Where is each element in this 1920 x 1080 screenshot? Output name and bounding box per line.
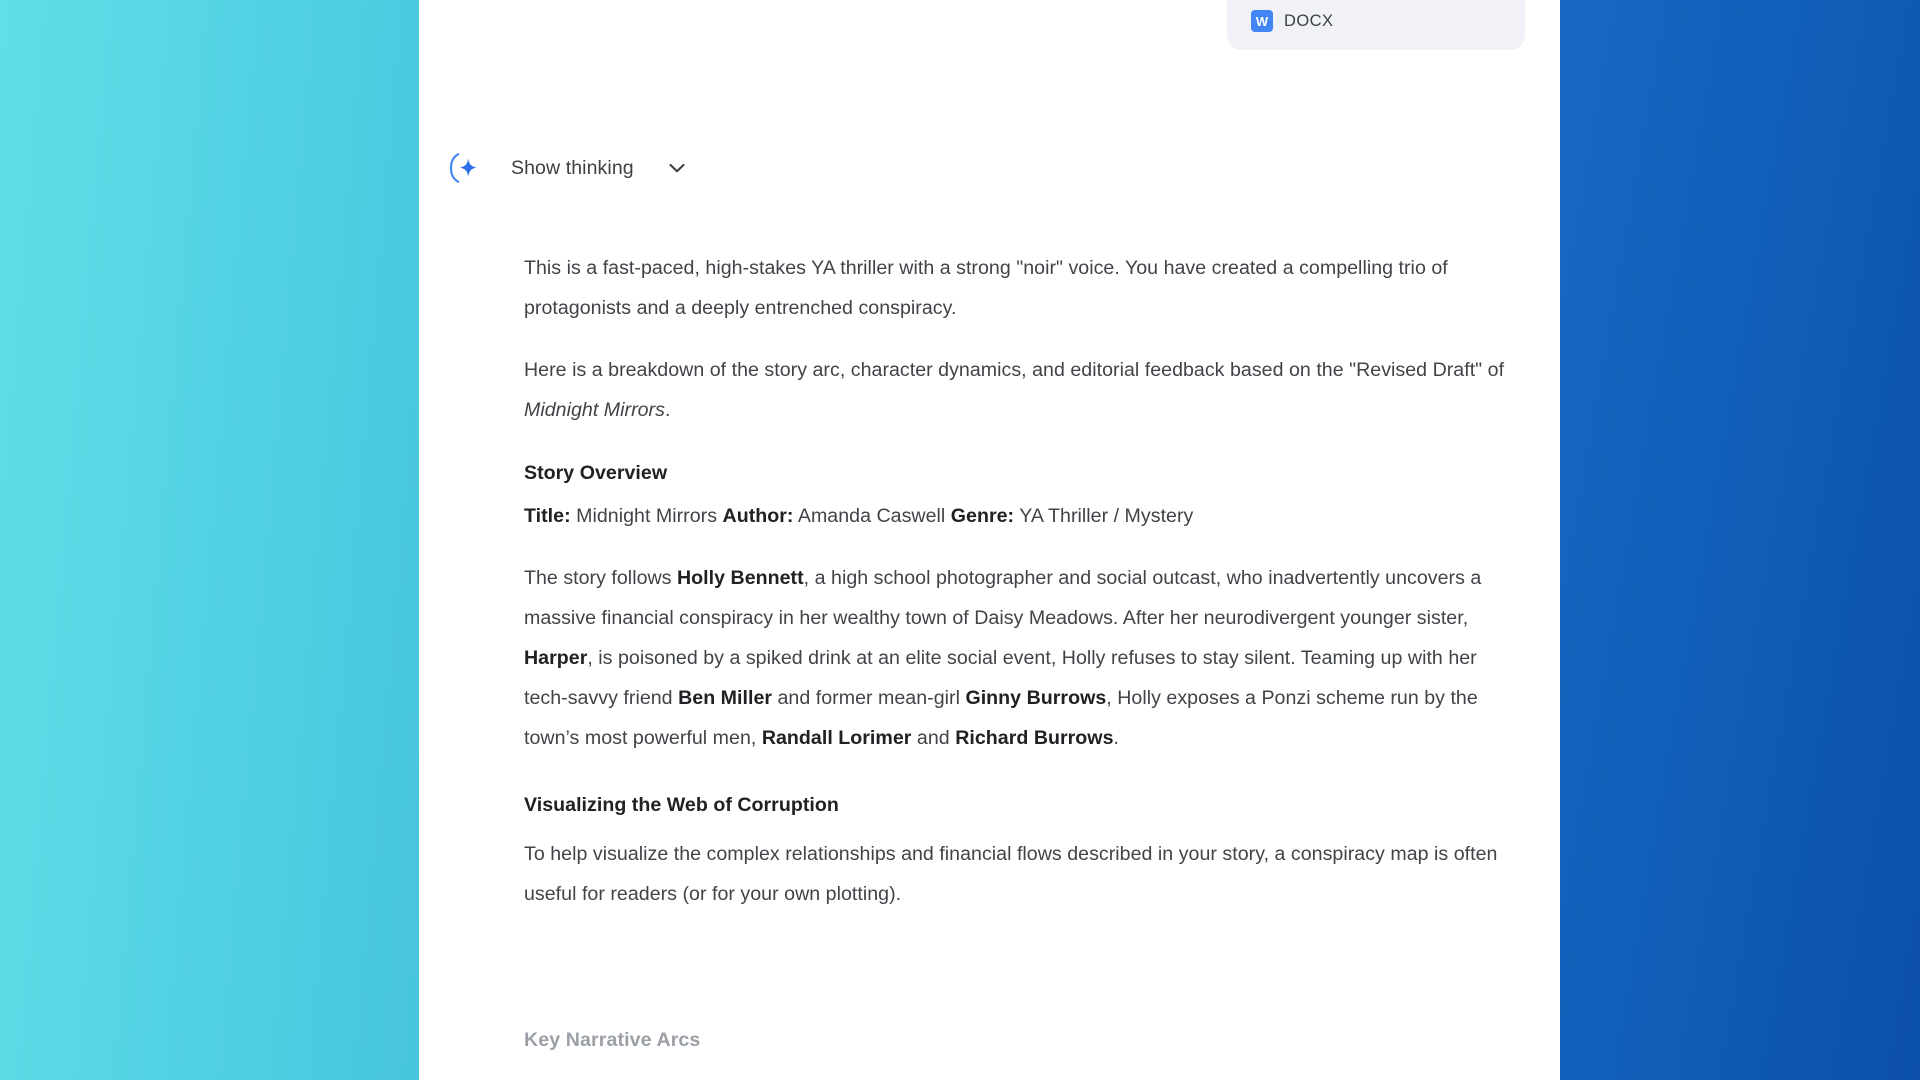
intro-p2-tail: .	[664, 399, 671, 421]
character-ben-miller: Ben Miller	[678, 687, 773, 709]
character-ginny-burrows: Ginny Burrows	[965, 687, 1107, 709]
summary-seg-6: and	[911, 727, 956, 749]
intro-paragraph-2	[524, 350, 1519, 430]
summary-seg-2: , a high school photographer and social outcast, who inadvertently uncovers a massive financial conspiracy in her wealthy town of Daisy Meadows. After her neurodivergent younger sister,	[524, 567, 1482, 629]
genre-label: Genre:	[950, 505, 1015, 527]
character-harper: Harper	[524, 647, 588, 669]
story-summary-paragraph	[524, 558, 1519, 758]
file-attachment-card[interactable]	[1227, 0, 1525, 50]
book-title-italic: Midnight Mirrors	[524, 399, 665, 421]
gemini-sparkle-icon	[443, 148, 483, 188]
author-label: Author:	[722, 505, 794, 527]
heading-story-overview: Story Overview	[524, 462, 668, 484]
backdrop-left-pane	[0, 0, 419, 1080]
word-document-icon: W	[1251, 10, 1273, 32]
backdrop-right-pane	[1560, 0, 1920, 1080]
author-value: Amanda Caswell	[793, 505, 951, 527]
summary-seg-4: and former mean-girl	[772, 687, 966, 709]
show-thinking-toggle[interactable]	[443, 148, 688, 188]
show-thinking-label: Show thinking	[511, 156, 634, 179]
story-metadata-line	[524, 496, 1519, 536]
title-value: Midnight Mirrors	[570, 505, 723, 527]
intro-paragraph-1-text: This is a fast-paced, high-stakes YA thriller with a strong "noir" voice. You have created a compelling trio of protagonists and a deeply entrenched conspiracy.	[524, 257, 1448, 319]
attachment-row	[1227, 0, 1525, 50]
character-randall-lorimer: Randall Lorimer	[761, 727, 912, 749]
summary-seg-1: The story follows	[524, 567, 677, 589]
intro-paragraph-1	[524, 248, 1519, 328]
heading-visualizing-web-of-corruption: Visualizing the Web of Corruption	[524, 794, 839, 816]
summary-seg-3: , is poisoned by a spiked drink at an elite social event, Holly refuses to stay silent. Teaming up with her tech-savvy friend	[524, 647, 1477, 709]
summary-seg-5: , Holly exposes a Ponzi scheme run by the town’s most powerful men,	[524, 687, 1478, 749]
assistant-answer-body	[524, 248, 1519, 936]
title-label: Title:	[524, 505, 571, 527]
character-richard-burrows: Richard Burrows	[955, 727, 1114, 749]
attachment-file-type: DOCX	[1284, 11, 1334, 30]
genre-value: YA Thriller / Mystery	[1014, 505, 1194, 527]
character-holly-bennett: Holly Bennett	[677, 567, 804, 589]
heading-key-narrative-arcs: Key Narrative Arcs	[524, 1029, 701, 1051]
attachment-meta	[1251, 10, 1499, 32]
visualizing-paragraph: To help visualize the complex relationships and financial flows described in your story, a conspiracy map is often useful for readers (or for your own plotting).	[524, 843, 1498, 905]
intro-p2-lead: Here is a breakdown of the story arc, character dynamics, and editorial feedback based on the "Revised Draft" of	[524, 359, 1505, 381]
chevron-down-icon[interactable]	[666, 157, 688, 179]
conversation-panel	[419, 0, 1560, 1080]
summary-seg-7: .	[1113, 727, 1119, 749]
